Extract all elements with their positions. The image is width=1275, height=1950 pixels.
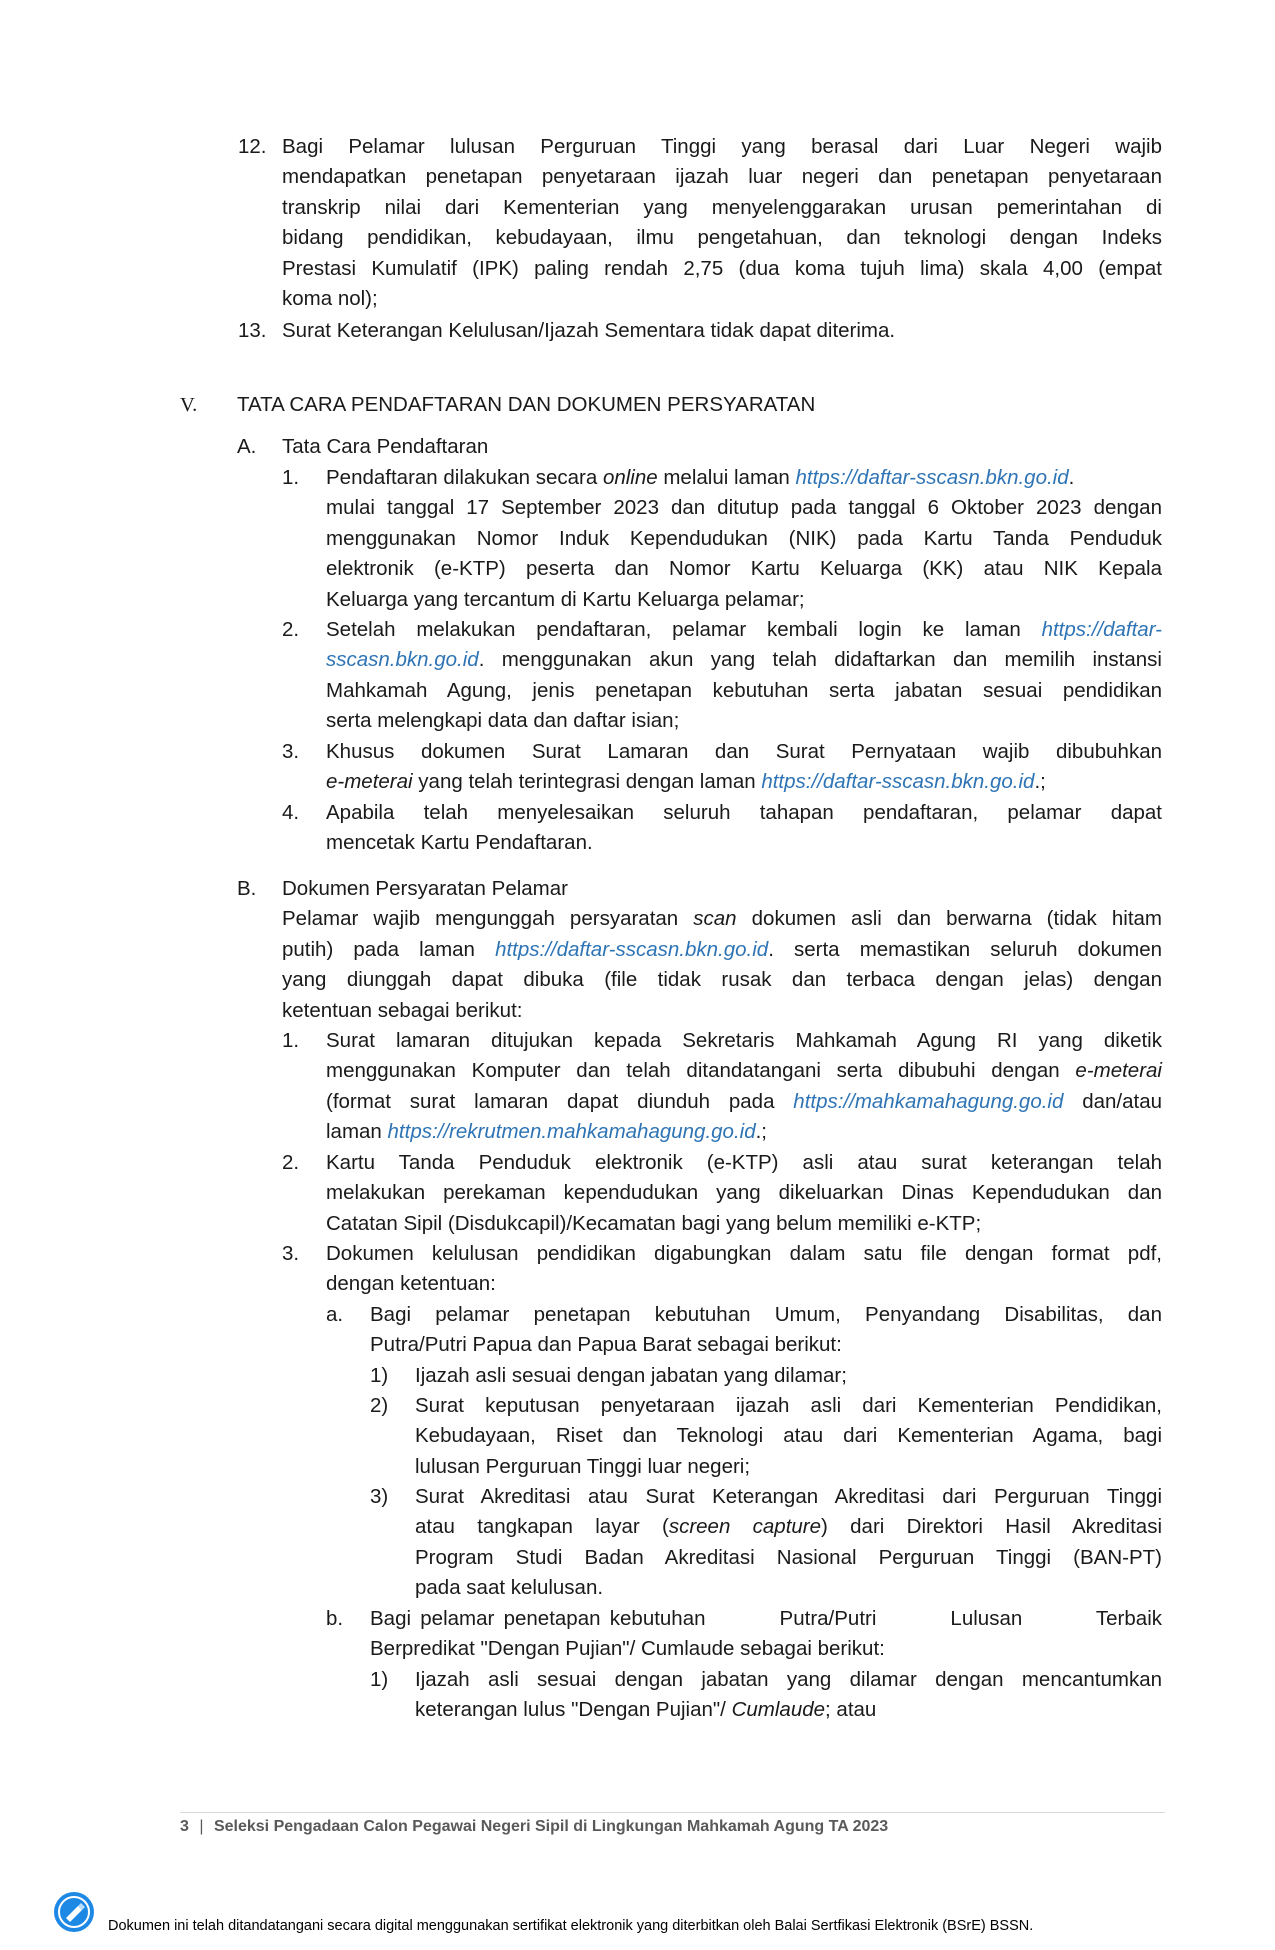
text-line: Surat keputusan penyetaraan ijazah asli dari Kementerian Pendidikan, — [415, 1394, 1162, 1417]
text-span: putih) pada laman — [282, 937, 496, 961]
list-number: 1) — [370, 1364, 389, 1387]
text-line: Berpredikat "Dengan Pujian"/ Cumlaude sebagai berikut: — [370, 1637, 885, 1661]
list-number: 3. — [282, 740, 300, 763]
item-13-text: Surat Keterangan Kelulusan/Ijazah Sementara tidak dapat diterima. — [282, 319, 896, 342]
text-line — [326, 615, 1162, 645]
text-span: keterangan lulus "Dengan Pujian"/ — [415, 1698, 732, 1722]
a2-text — [326, 615, 1162, 737]
text-line: Kebudayaan, Riset dan Teknologi atau dari Kementerian Agama, bagi — [415, 1424, 1162, 1448]
b2-text — [326, 1148, 1162, 1239]
italic-text: screen capture — [668, 1515, 822, 1539]
b3a2-text — [415, 1391, 1162, 1482]
text-line: Apabila telah menyelesaikan seluruh tahapan pendaftaran, pelamar dapat — [326, 801, 1162, 824]
a3-text — [326, 737, 1162, 798]
list-number: 2) — [370, 1394, 389, 1417]
page-footer — [180, 1818, 888, 1836]
italic-text: e-meterai — [1075, 1059, 1162, 1083]
link-sscasn[interactable]: https://daftar-sscasn.bkn.go.id — [761, 770, 1035, 794]
text-span: (format surat lamaran dapat diunduh pada — [326, 1089, 794, 1113]
link-sscasn[interactable]: https://daftar- — [1041, 618, 1162, 641]
a4-text — [326, 798, 1162, 859]
italic-text: online — [602, 466, 658, 489]
italic-text: Cumlaude — [731, 1698, 826, 1722]
section-number: V. — [180, 394, 198, 416]
text-line: yang diunggah dapat dibuka (file tidak rusak dan terbaca dengan jelas) dengan — [282, 968, 1162, 992]
text-span: menggunakan Komputer dan telah ditandatangani serta dibubuhi dengan — [326, 1059, 1076, 1083]
text-line — [326, 1087, 1162, 1117]
text-line: Surat lamaran ditujukan kepada Sekretaris Mahkamah Agung RI yang diketik — [326, 1029, 1162, 1052]
text-line: Bagi pelamar penetapan kebutuhan Umum, Penyandang Disabilitas, dan — [370, 1303, 1162, 1326]
page-number: 3 — [180, 1818, 189, 1835]
text-line — [326, 1117, 1162, 1147]
italic-text: scan — [693, 907, 737, 931]
text-span: Setelah melakukan pendaftaran, pelamar kembali login ke laman — [326, 618, 1042, 641]
text-line — [282, 904, 1162, 934]
text-line: Prestasi Kumulatif (IPK) paling rendah 2,75 (dua koma tujuh lima) skala 4,00 (empat — [282, 256, 1162, 280]
text-line: melakukan perekaman kependudukan yang dikeluarkan Dinas Kependudukan dan — [326, 1181, 1162, 1205]
b3a-text — [370, 1300, 1162, 1361]
text-line: Program Studi Badan Akreditasi Nasional Perguruan Tinggi (BAN-PT) — [415, 1545, 1162, 1569]
text-span: ; atau — [825, 1698, 877, 1722]
link-mahkamahagung[interactable]: https://mahkamahagung.go.id — [793, 1089, 1064, 1113]
text-line: Catatan Sipil (Disdukcapil)/Kecamatan bagi yang belum memiliki e-KTP; — [326, 1211, 982, 1235]
text-line: Dokumen kelulusan pendidikan digabungkan dalam satu file dengan format pdf, — [326, 1242, 1162, 1265]
text-line: serta melengkapi data dan daftar isian; — [326, 709, 680, 733]
text-line — [326, 645, 1162, 675]
text-span: . menggunakan akun yang telah didaftarkan dan memilih instansi — [478, 648, 1162, 672]
digital-signature-notice: Dokumen ini telah ditandatangani secara digital menggunakan sertifikat elektronik yang diterbitkan oleh Balai Sertfikasi Elektronik (BSrE) BSSN. — [108, 1918, 1034, 1934]
b3a3-text — [415, 1482, 1162, 1604]
b3b1-text — [415, 1665, 1162, 1726]
list-number: 4. — [282, 801, 300, 824]
text-span: ) dari Direktori Hasil Akreditasi — [821, 1515, 1162, 1539]
text-line: Putra/Putri Papua dan Papua Barat sebagai berikut: — [370, 1333, 842, 1357]
b3-text — [326, 1239, 1162, 1300]
section-title: TATA CARA PENDAFTARAN DAN DOKUMEN PERSYARATAN — [237, 393, 816, 416]
text-line: pada saat kelulusan. — [415, 1576, 604, 1600]
text-span: laman — [326, 1120, 388, 1144]
text-span: . — [1068, 466, 1075, 489]
list-number: 3. — [282, 1242, 300, 1265]
text-span: .; — [1034, 770, 1046, 794]
text-span: yang telah terintegrasi dengan laman — [412, 770, 762, 794]
text-line — [415, 1512, 1162, 1542]
list-number: 2. — [282, 618, 300, 641]
list-number: 1. — [282, 466, 300, 489]
text-line — [326, 463, 1162, 493]
text-line: elektronik (e-KTP) peserta dan Nomor Kartu Keluarga (KK) atau NIK Kepala — [326, 557, 1162, 581]
a1-text — [326, 463, 1162, 615]
text-line: Surat Akreditasi atau Surat Keterangan Akreditasi dari Perguruan Tinggi — [415, 1485, 1162, 1508]
text-line: dengan ketentuan: — [326, 1272, 496, 1296]
text-line: koma nol); — [282, 287, 378, 311]
text-span: dokumen asli dan berwarna (tidak hitam — [736, 907, 1162, 931]
text-span: atau tangkapan layar ( — [415, 1515, 669, 1539]
list-number: 1) — [370, 1668, 389, 1691]
list-number: 3) — [370, 1485, 389, 1508]
bsre-seal-icon — [52, 1890, 96, 1934]
text-line: Bagi pelamar penetapan kebutuhan Putra/Putri Lulusan Terbaik — [370, 1607, 1162, 1630]
subsection-letter: A. — [237, 435, 257, 458]
b3b-text — [370, 1604, 1162, 1665]
link-rekrutmen[interactable]: https://rekrutmen.mahkamahagung.go.id — [387, 1120, 756, 1144]
text-line: bidang pendidikan, kebudayaan, ilmu pengetahuan, dan teknologi dengan Indeks — [282, 226, 1162, 250]
text-line: Mahkamah Agung, jenis penetapan kebutuhan serta jabatan sesuai pendidikan — [326, 678, 1162, 702]
text-line — [326, 1056, 1162, 1086]
text-line — [282, 935, 1162, 965]
text-span: . serta memastikan seluruh dokumen — [768, 937, 1162, 961]
text-span: Pendaftaran dilakukan secara — [326, 466, 603, 489]
link-sscasn[interactable]: sscasn.bkn.go.id — [326, 648, 479, 672]
text-span: melalui laman — [657, 466, 796, 489]
text-line — [415, 1695, 1162, 1725]
subsection-title: Dokumen Persyaratan Pelamar — [282, 877, 568, 900]
text-span: dan/atau — [1063, 1089, 1162, 1113]
link-sscasn[interactable]: https://daftar-sscasn.bkn.go.id — [795, 466, 1069, 489]
list-letter: b. — [326, 1607, 344, 1630]
footer-divider — [180, 1812, 1165, 1813]
text-line: mencetak Kartu Pendaftaran. — [326, 831, 593, 855]
text-line: lulusan Perguruan Tinggi luar negeri; — [415, 1454, 751, 1478]
text-line: mulai tanggal 17 September 2023 dan ditutup pada tanggal 6 Oktober 2023 dengan — [326, 496, 1162, 520]
list-number: 13. — [238, 319, 267, 342]
text-line: Bagi Pelamar lulusan Perguruan Tinggi yang berasal dari Luar Negeri wajib — [282, 135, 1162, 158]
text-line: Ijazah asli sesuai dengan jabatan yang dilamar dengan mencantumkan — [415, 1668, 1162, 1691]
text-span: Pelamar wajib mengunggah persyaratan — [282, 907, 694, 931]
item-12-text — [282, 132, 1162, 314]
text-line: Khusus dokumen Surat Lamaran dan Surat Pernyataan wajib dibubuhkan — [326, 740, 1162, 763]
text-span: .; — [755, 1120, 768, 1144]
b1-text — [326, 1026, 1162, 1148]
text-line: Keluarga yang tercantum di Kartu Keluarga pelamar; — [326, 587, 805, 611]
b-text — [282, 874, 1162, 1026]
subsection-letter: B. — [237, 877, 257, 900]
list-number: 1. — [282, 1029, 300, 1052]
subsection-title: Tata Cara Pendaftaran — [282, 435, 489, 458]
text-line — [326, 767, 1162, 797]
text-line: menggunakan Nomor Induk Kependudukan (NIK) pada Kartu Tanda Penduduk — [326, 526, 1162, 550]
list-number: 12. — [238, 135, 267, 158]
list-number: 2. — [282, 1151, 300, 1174]
text-line: transkrip nilai dari Kementerian yang menyelenggarakan urusan pemerintahan di — [282, 195, 1162, 219]
text-line: mendapatkan penetapan penyetaraan ijazah luar negeri dan penetapan penyetaraan — [282, 165, 1162, 189]
list-letter: a. — [326, 1303, 344, 1326]
b3a1-text: Ijazah asli sesuai dengan jabatan yang dilamar; — [415, 1364, 847, 1387]
footer-title: Seleksi Pengadaan Calon Pegawai Negeri Sipil di Lingkungan Mahkamah Agung TA 2023 — [213, 1818, 889, 1835]
italic-text: e-meterai — [326, 770, 413, 794]
text-line: ketentuan sebagai berikut: — [282, 998, 523, 1022]
footer-separator: | — [199, 1818, 204, 1835]
link-sscasn[interactable]: https://daftar-sscasn.bkn.go.id — [495, 937, 769, 961]
text-line: Kartu Tanda Penduduk elektronik (e-KTP) asli atau surat keterangan telah — [326, 1151, 1162, 1174]
